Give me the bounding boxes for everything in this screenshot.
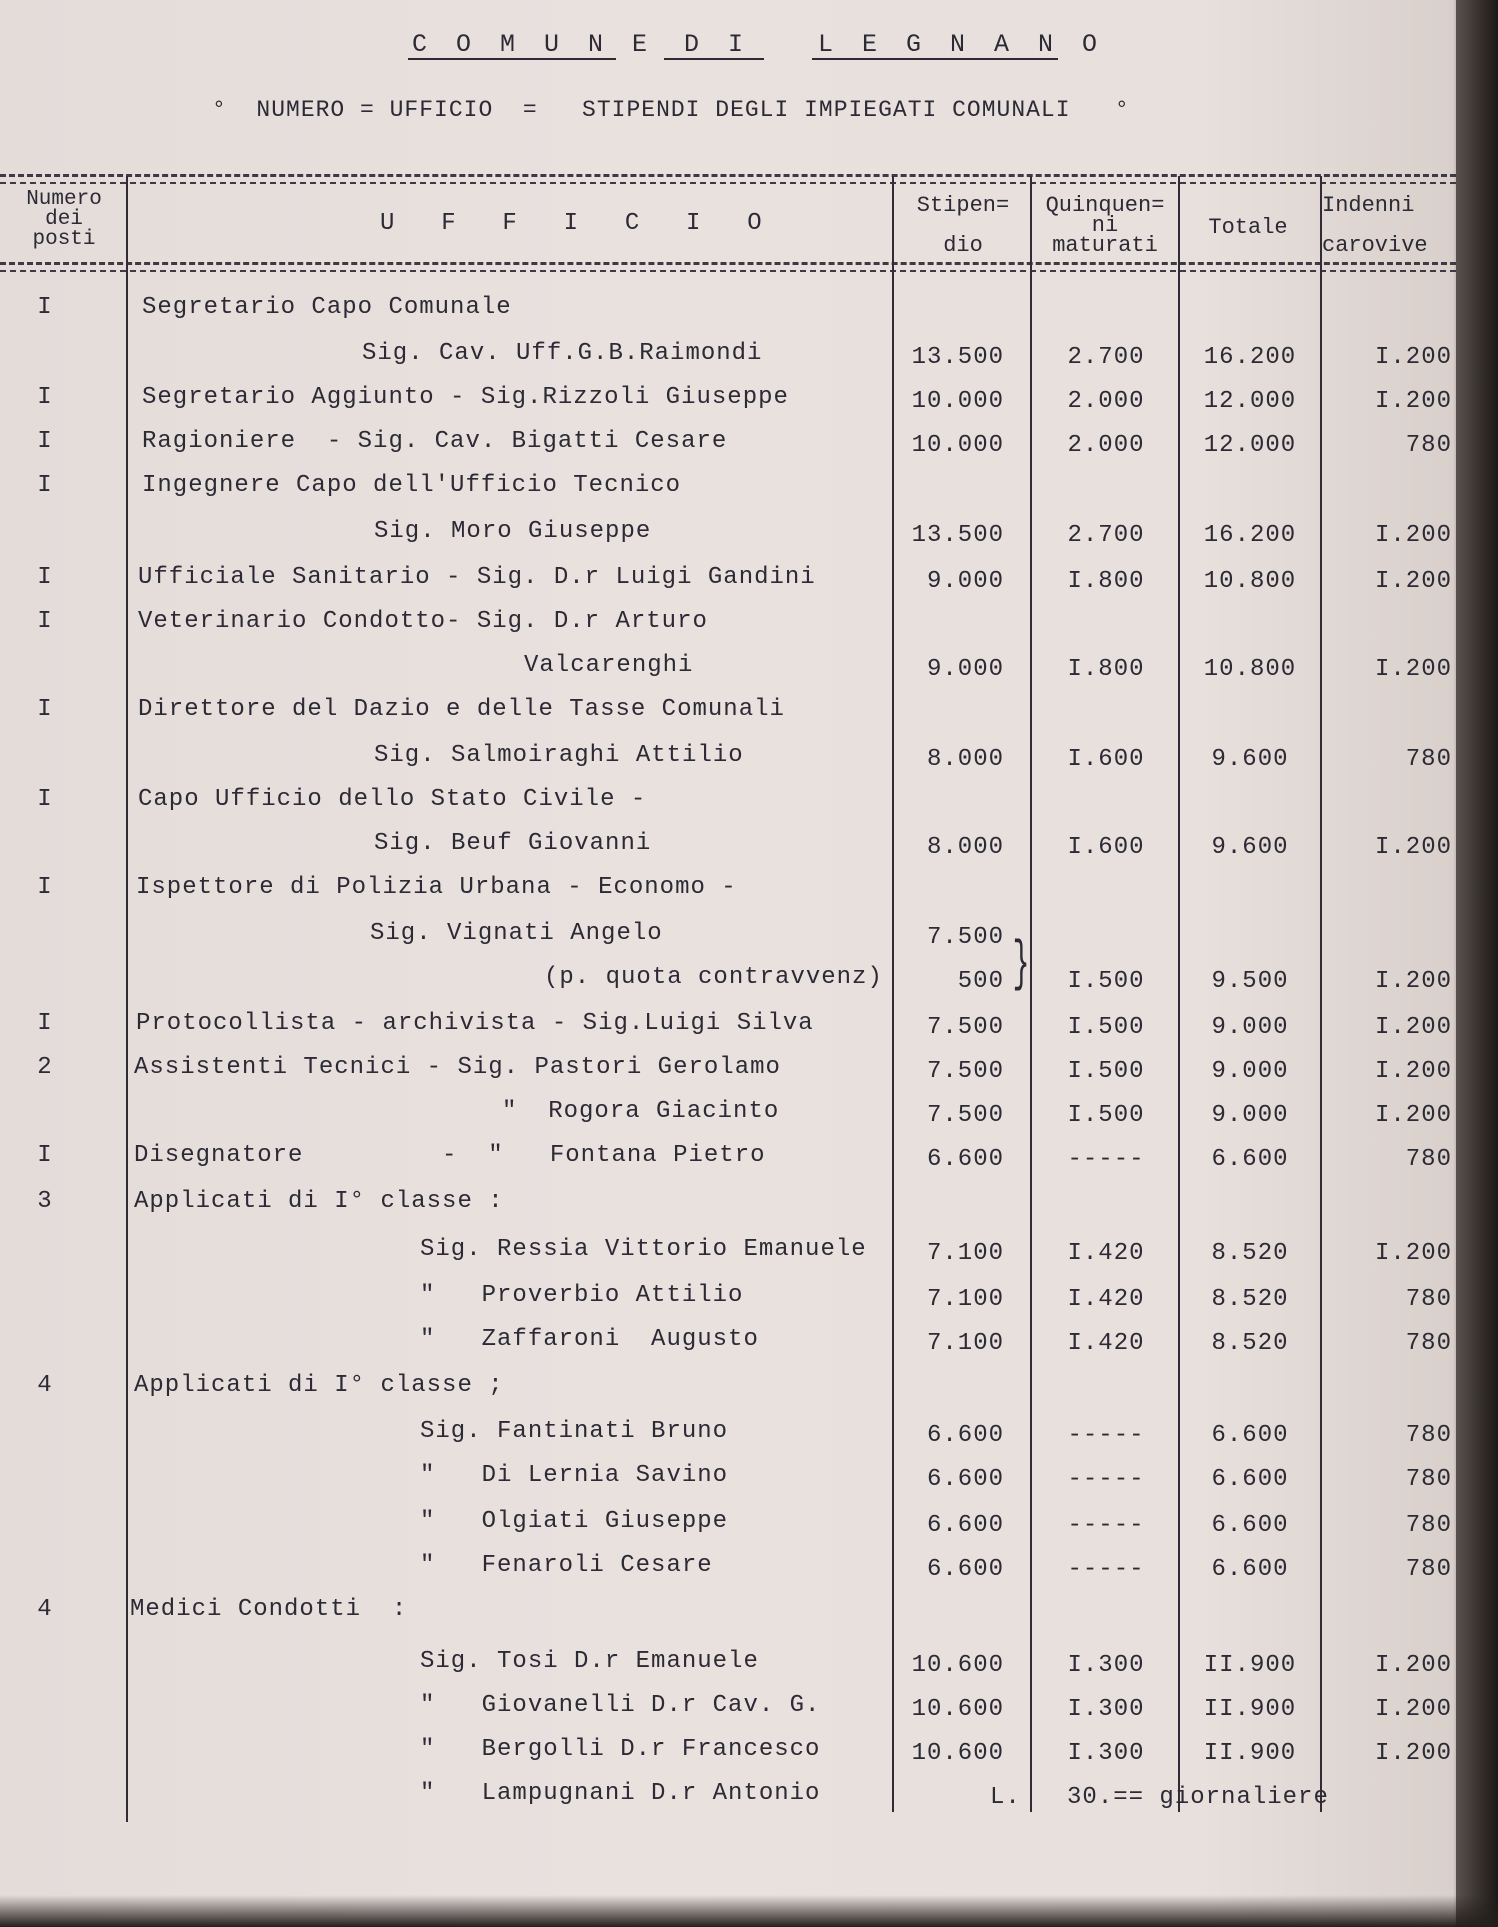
indennita-value: I.200 (1374, 1102, 1452, 1129)
ufficio-text: Disegnatore - " Fontana Pietro (134, 1142, 766, 1169)
indennita-value: 780 (1405, 1556, 1452, 1583)
posti-count: I (37, 1142, 53, 1169)
indennita-value: I.200 (1374, 1652, 1452, 1679)
quinquenni-value: ----- (1067, 1512, 1145, 1539)
column-header-numero: Numero dei posti (26, 188, 102, 251)
stipendio-value: 13.500 (911, 522, 1004, 549)
totale-value: 6.600 (1211, 1512, 1289, 1539)
ufficio-text: Medici Condotti : (130, 1596, 408, 1623)
indennita-value: 780 (1405, 1466, 1452, 1493)
posti-count: I (37, 786, 53, 813)
title-legnano: L E G N A N O (818, 30, 1105, 59)
indennita-value: I.200 (1374, 834, 1452, 861)
posti-count: I (37, 428, 53, 455)
ufficio-text: Sig. Cav. Uff.G.B.Raimondi (362, 340, 763, 367)
stipendio-value: 6.600 (926, 1466, 1004, 1493)
ufficio-text: Ispettore di Polizia Urbana - Economo - (136, 874, 737, 901)
quinquenni-value: 2.000 (1067, 388, 1145, 415)
quinquenni-value: 2.700 (1067, 522, 1145, 549)
column-divider (1178, 176, 1180, 1812)
quinquenni-value: I.800 (1067, 568, 1145, 595)
stipendio-value: 9.000 (926, 656, 1004, 683)
ufficio-text: Assistenti Tecnici - Sig. Pastori Gerolamo (134, 1054, 781, 1081)
totale-value: 9.000 (1211, 1058, 1289, 1085)
stipendio-value: 8.000 (926, 746, 1004, 773)
quinquenni-value: I.300 (1067, 1652, 1145, 1679)
totale-value: 9.000 (1211, 1102, 1289, 1129)
quinquenni-value: I.500 (1067, 1102, 1145, 1129)
ufficio-text: " Bergolli D.r Francesco (420, 1736, 821, 1763)
column-header-ufficio: U F F I C I O (380, 210, 768, 237)
stipendio-value: 13.500 (911, 344, 1004, 371)
ufficio-text: Valcarenghi (524, 652, 694, 679)
ufficio-text: Sig. Fantinati Bruno (420, 1418, 729, 1445)
quinquenni-value: I.300 (1067, 1740, 1145, 1767)
ufficio-text: Sig. Salmoiraghi Attilio (374, 742, 744, 769)
totale-value: II.900 (1203, 1696, 1297, 1723)
ufficio-text: Sig. Beuf Giovanni (374, 830, 652, 857)
quinquenni-value: I.420 (1067, 1286, 1145, 1313)
quinquenni-value: I.500 (1067, 1058, 1145, 1085)
ufficio-text: Segretario Aggiunto - Sig.Rizzoli Giuseppe (142, 384, 789, 411)
indennita-value: 780 (1405, 1330, 1452, 1357)
posti-count: I (37, 472, 53, 499)
totale-value: 6.600 (1211, 1146, 1289, 1173)
stipendio-value: 7.500 (926, 1102, 1004, 1129)
stipendio-value: 9.000 (926, 568, 1004, 595)
indennita-value: I.200 (1374, 344, 1452, 371)
ufficio-text: " Rogora Giacinto (502, 1098, 780, 1125)
quinquenni-value: I.420 (1067, 1330, 1145, 1357)
ufficio-text: " Lampugnani D.r Antonio (420, 1780, 821, 1807)
stipendio-value: 7.100 (926, 1330, 1004, 1357)
quinquenni-value: I.600 (1067, 746, 1145, 773)
ufficio-text: (p. quota contravvenz) (544, 964, 883, 991)
stipendio-value: 7.500 (926, 1058, 1004, 1085)
stipendio-value: 500 (957, 968, 1004, 995)
quinquenni-value: ----- (1067, 1146, 1145, 1173)
ufficio-text: Segretario Capo Comunale (142, 294, 512, 321)
posti-count: I (37, 696, 53, 723)
ufficio-text: Protocollista - archivista - Sig.Luigi Silva (136, 1010, 814, 1037)
posti-count: I (37, 608, 53, 635)
stipendio-value: 10.600 (911, 1740, 1004, 1767)
totale-value: 9.000 (1211, 1014, 1289, 1041)
totale-value: 16.200 (1203, 344, 1297, 371)
stipendio-value: 6.600 (926, 1556, 1004, 1583)
posti-count: 4 (37, 1596, 53, 1623)
ufficio-text: Ufficiale Sanitario - Sig. D.r Luigi Gandini (138, 564, 816, 591)
stipendio-value: 6.600 (926, 1512, 1004, 1539)
indennita-value: 780 (1405, 1512, 1452, 1539)
page-bottom-shadow (0, 1895, 1498, 1927)
ufficio-text: " Olgiati Giuseppe (420, 1508, 729, 1535)
ufficio-text: Applicati di I° classe ; (134, 1372, 504, 1399)
posti-count: I (37, 564, 53, 591)
stipendio-value: 7.500 (926, 1014, 1004, 1041)
ufficio-text: Ragioniere - Sig. Cav. Bigatti Cesare (142, 428, 728, 455)
indennita-value: I.200 (1374, 388, 1452, 415)
quinquenni-value: 2.700 (1067, 344, 1145, 371)
indennita-value: I.200 (1374, 1058, 1452, 1085)
ufficio-text: Veterinario Condotto- Sig. D.r Arturo (138, 608, 708, 635)
stipendio-value: 6.600 (926, 1146, 1004, 1173)
column-header-quinquenni: Quinquen= ni maturati (1045, 193, 1165, 258)
ufficio-text: Applicati di I° classe : (134, 1188, 504, 1215)
quinquenni-value: I.600 (1067, 834, 1145, 861)
indennita-value: I.200 (1374, 1696, 1452, 1723)
indennita-value: I.200 (1374, 568, 1452, 595)
stipendio-value: 7.100 (926, 1286, 1004, 1313)
quinquenni-value: ----- (1067, 1556, 1145, 1583)
header-rule-top (0, 174, 1456, 177)
title-underline (408, 58, 616, 60)
ufficio-text: " Proverbio Attilio (420, 1282, 744, 1309)
ufficio-text: " Fenaroli Cesare (420, 1552, 713, 1579)
quinquenni-value: I.500 (1067, 968, 1145, 995)
title-di: D I (684, 30, 751, 59)
subtitle: ° NUMERO = UFFICIO = STIPENDI DEGLI IMPIEGATI COMUNALI ° (212, 97, 1130, 123)
quinquenni-value: I.300 (1067, 1696, 1145, 1723)
indennita-value: 780 (1405, 1422, 1452, 1449)
indennita-value: I.200 (1374, 968, 1452, 995)
column-header-totale: Totale (1208, 215, 1288, 240)
totale-value: II.900 (1203, 1740, 1297, 1767)
quinquenni-value: ----- (1067, 1422, 1145, 1449)
column-divider (126, 176, 128, 1822)
quinquenni-value: I.800 (1067, 656, 1145, 683)
quinquenni-value: 2.000 (1067, 432, 1145, 459)
quinquenni-value: I.500 (1067, 1014, 1145, 1041)
posti-count: 2 (37, 1054, 53, 1081)
indennita-value: 780 (1405, 746, 1452, 773)
indennita-value: I.200 (1374, 1014, 1452, 1041)
daily-rate-note: L. 30.== giornaliere (990, 1784, 1329, 1811)
stipendio-value: 10.000 (911, 388, 1004, 415)
posti-count: I (37, 294, 53, 321)
stipendio-value: 10.600 (911, 1696, 1004, 1723)
totale-value: 10.800 (1203, 656, 1297, 683)
posti-count: I (37, 384, 53, 411)
header-rule-top (0, 182, 1456, 184)
ufficio-text: Sig. Ressia Vittorio Emanuele (420, 1236, 867, 1263)
totale-value: 8.520 (1211, 1240, 1289, 1267)
quinquenni-value: I.420 (1067, 1240, 1145, 1267)
page-edge-shadow (1456, 0, 1498, 1927)
column-divider (892, 176, 894, 1812)
stipendio-value: 10.600 (911, 1652, 1004, 1679)
column-header-indennita: Indenni carovive (1322, 193, 1428, 258)
indennita-value: I.200 (1374, 656, 1452, 683)
totale-value: 9.500 (1211, 968, 1289, 995)
ufficio-text: Capo Ufficio dello Stato Civile - (138, 786, 647, 813)
indennita-value: I.200 (1374, 1740, 1452, 1767)
indennita-value: I.200 (1374, 522, 1452, 549)
header-rule-bottom (0, 262, 1456, 265)
posti-count: 3 (37, 1188, 53, 1215)
indennita-value: 780 (1405, 1286, 1452, 1313)
totale-value: 8.520 (1211, 1330, 1289, 1357)
totale-value: 16.200 (1203, 522, 1297, 549)
stipendio-value: 10.000 (911, 432, 1004, 459)
title-comune: C O M U N E (412, 30, 655, 59)
indennita-value: 780 (1405, 1146, 1452, 1173)
ufficio-text: " Di Lernia Savino (420, 1462, 729, 1489)
totale-value: II.900 (1203, 1652, 1297, 1679)
stipendio-value: 6.600 (926, 1422, 1004, 1449)
ufficio-text: " Giovanelli D.r Cav. G. (420, 1692, 821, 1719)
totale-value: 6.600 (1211, 1422, 1289, 1449)
totale-value: 9.600 (1211, 746, 1289, 773)
totale-value: 10.800 (1203, 568, 1297, 595)
posti-count: 4 (37, 1372, 53, 1399)
totale-value: 9.600 (1211, 834, 1289, 861)
ufficio-text: Sig. Vignati Angelo (370, 920, 663, 947)
stipendio-value: 7.500 (926, 924, 1004, 951)
quinquenni-value: ----- (1067, 1466, 1145, 1493)
stipendio-value: 8.000 (926, 834, 1004, 861)
stipendio-value: 7.100 (926, 1240, 1004, 1267)
ufficio-text: Sig. Tosi D.r Emanuele (420, 1648, 759, 1675)
title-underline (812, 58, 1058, 60)
column-header-stipendio: Stipen= dio (916, 193, 1010, 258)
totale-value: 12.000 (1203, 432, 1297, 459)
totale-value: 8.520 (1211, 1286, 1289, 1313)
ufficio-text: Sig. Moro Giuseppe (374, 518, 652, 545)
indennita-value: I.200 (1374, 1240, 1452, 1267)
column-divider (1030, 176, 1032, 1812)
brace-icon: } (1012, 932, 1030, 996)
ufficio-text: " Zaffaroni Augusto (420, 1326, 759, 1353)
title-underline (664, 58, 764, 60)
posti-count: I (37, 874, 53, 901)
totale-value: 12.000 (1203, 388, 1297, 415)
indennita-value: 780 (1405, 432, 1452, 459)
column-divider (1320, 176, 1322, 1812)
totale-value: 6.600 (1211, 1466, 1289, 1493)
ufficio-text: Ingegnere Capo dell'Ufficio Tecnico (142, 472, 682, 499)
posti-count: I (37, 1010, 53, 1037)
ufficio-text: Direttore del Dazio e delle Tasse Comunali (138, 696, 785, 723)
totale-value: 6.600 (1211, 1556, 1289, 1583)
header-rule-bottom (0, 270, 1456, 272)
